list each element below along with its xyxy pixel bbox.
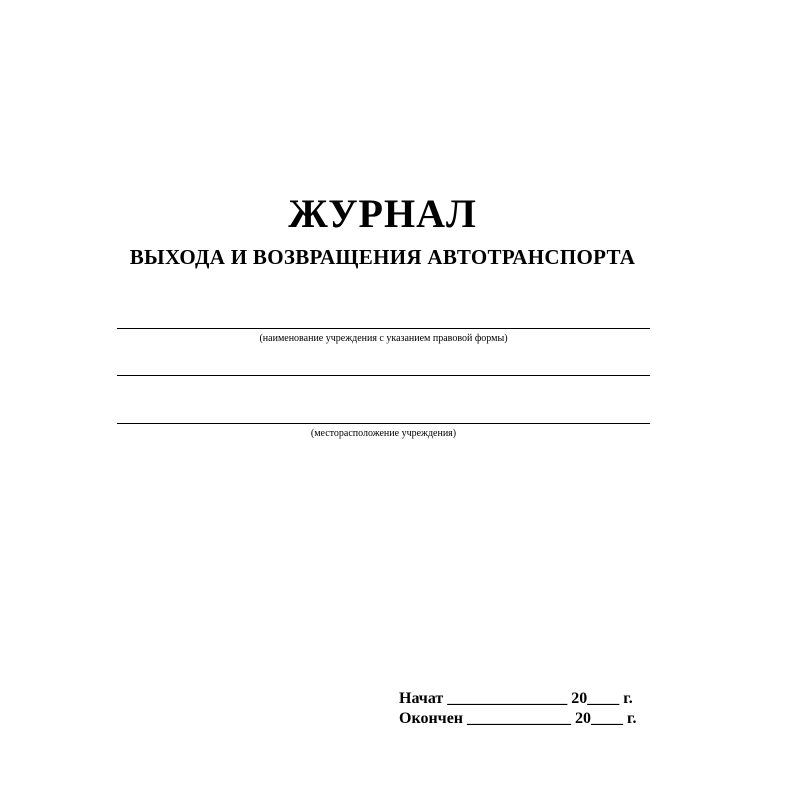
location-line xyxy=(117,423,650,424)
started-date-line: Начат _______________ 20____ г. xyxy=(399,690,633,707)
location-caption: (месторасположение учреждения) xyxy=(310,428,457,439)
journal-dates xyxy=(399,689,636,729)
organization-name-line xyxy=(117,328,650,329)
document-subtitle: ВЫХОДА И ВОЗВРАЩЕНИЯ АВТОТРАНСПОРТА xyxy=(129,245,636,269)
finished-date-line: Окончен _____________ 20____ г. xyxy=(399,710,637,727)
organization-name-caption: (наименование учреждения с указанием правовой формы) xyxy=(259,333,508,344)
document-title: ЖУРНАЛ xyxy=(288,191,477,236)
organization-name-line-2 xyxy=(117,375,650,376)
